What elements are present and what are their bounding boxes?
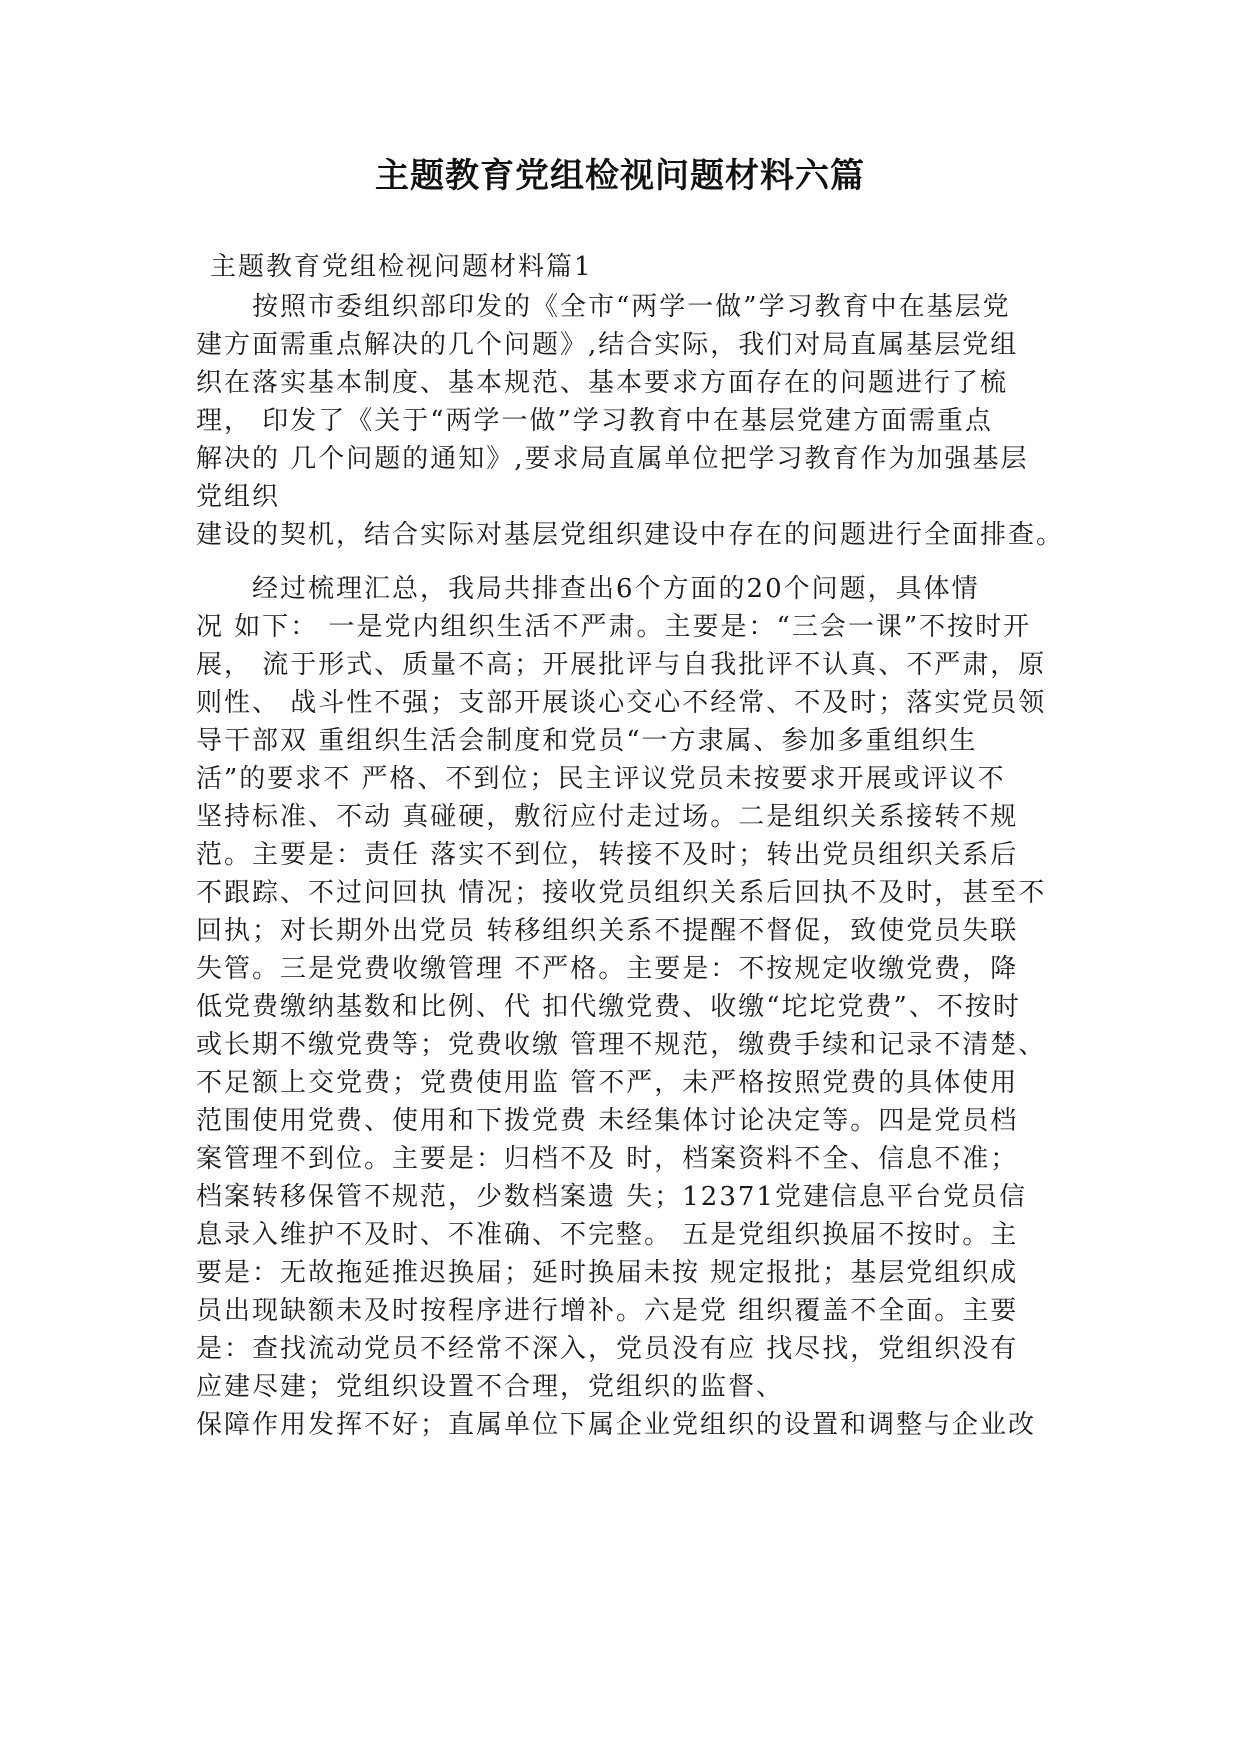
text-line: 展， 流于形式、质量不高；开展批评与自我批评不认真、不严肃，原 <box>196 650 1047 680</box>
text-line: 不足额上交党费；党费使用监 管不严，未严格按照党费的具体使用 <box>196 1068 1019 1098</box>
text-line: 活”的要求不 严格、不到位；民主评议党员未按要求开展或评议不 <box>196 764 1006 794</box>
text-line: 案管理不到位。主要是：归档不及 时，档案资料不全、信息不准； <box>196 1144 1019 1174</box>
text-line: 档案转移保管不规范，少数档案遗 失；12371党建信息平台党员信 <box>196 1182 1027 1212</box>
text-line: 则性、 战斗性不强；支部开展谈心交心不经常、不及时；落实党员领 <box>196 688 1047 718</box>
text-line: 建方面需重点解决的几个问题》,结合实际，我们对局直属基层党组 <box>196 330 1019 360</box>
text-line: 导干部双 重组织生活会制度和党员“一方隶属、参加多重组织生 <box>196 726 978 756</box>
text-line: 失管。三是党费收缴管理 不严格。主要是：不按规定收缴党费，降 <box>196 954 1019 984</box>
text-line: 范围使用党费、使用和下拨党费 未经集体讨论决定等。四是党员档 <box>196 1106 1019 1136</box>
text-line: 党组织 <box>196 482 281 512</box>
text-line: 坚持标准、不动 真碰硬，敷衍应付走过场。二是组织关系接转不规 <box>196 802 1019 832</box>
text-line: 织在落实基本制度、基本规范、基本要求方面存在的问题进行了梳 <box>196 368 1009 398</box>
text-line: 要是：无故拖延推迟换届；延时换届未按 规定报批；基层党组织成 <box>196 1258 1019 1288</box>
text-line: 低党费缴纳基数和比例、代 扣代缴党费、收缴“坨坨党费”、不按时 <box>196 992 1021 1022</box>
document-title: 主题教育党组检视问题材料六篇 <box>375 156 865 196</box>
text-line: 理， 印发了《关于“两学一做”学习教育中在基层党建方面需重点 <box>196 406 993 436</box>
text-line: 回执；对长期外出党员 转移组织关系不提醒不督促，致使党员失联 <box>196 916 1019 946</box>
section-heading: 主题教育党组检视问题材料篇1 <box>210 252 593 282</box>
text-line: 况 如下： 一是党内组织生活不严肃。主要是：“三会一课”不按时开 <box>196 612 1032 642</box>
text-line: 范。主要是：责任 落实不到位，转接不及时；转出党员组织关系后 <box>196 840 1019 870</box>
paragraph-intro <box>196 288 1076 554</box>
text-line: 按照市委组织部印发的《全市“两学一做”学习教育中在基层党 <box>196 292 1011 322</box>
text-line: 建设的契机，结合实际对基层党组织建设中存在的问题进行全面排查。 <box>196 520 1065 550</box>
text-line: 员出现缺额未及时按程序进行增补。六是党 组织覆盖不全面。主要 <box>196 1296 1019 1326</box>
text-line: 或长期不缴党费等；党费收缴 管理不规范，缴费手续和记录不清楚、 <box>196 1030 1047 1060</box>
text-line: 应建尽建；党组织设置不合理，党组织的监督、 <box>196 1372 785 1402</box>
text-line: 经过梳理汇总，我局共排查出6个方面的20个问题，具体情 <box>196 574 980 604</box>
text-line: 保障作用发挥不好；直属单位下属企业党组织的设置和调整与企业改 <box>196 1410 1037 1440</box>
text-line: 不跟踪、不过问回执 情况；接收党员组织关系后回执不及时，甚至不 <box>196 878 1047 908</box>
text-line: 是：查找流动党员不经常不深入，党员没有应 找尽找，党组织没有 <box>196 1334 1019 1364</box>
text-line: 解决的 几个问题的通知》,要求局直属单位把学习教育作为加强基层 <box>196 444 1029 474</box>
text-line: 息录入维护不及时、不准确、不完整。 五是党组织换届不按时。主 <box>196 1220 1019 1250</box>
paragraph-findings <box>196 570 1076 1444</box>
